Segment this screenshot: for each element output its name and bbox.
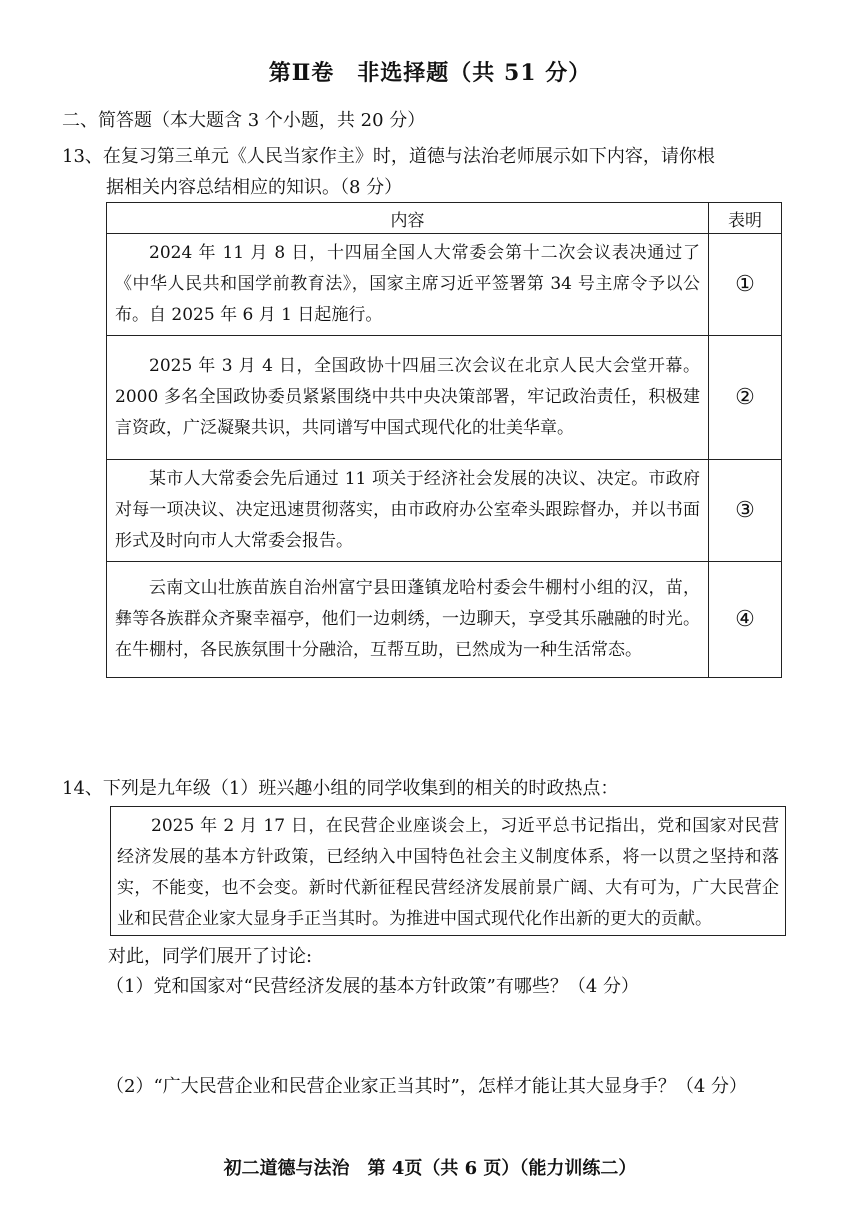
- question-13-prompt-line2: 据相关内容总结相应的知识。（8 分）: [106, 177, 403, 198]
- discussion-intro: 对此，同学们展开了讨论:: [108, 946, 313, 967]
- table-row: [107, 336, 782, 460]
- sub-question-1: （1）党和国家对“民营经济发展的基本方针政策”有哪些？（4 分）: [106, 976, 640, 997]
- part-title: 第Ⅱ卷 非选择题（共 51 分）: [268, 60, 592, 86]
- question-13-table: [106, 202, 782, 678]
- table-cell-mark: ①: [709, 234, 782, 336]
- table-header-row: [107, 203, 782, 234]
- table-cell-content: 云南文山壮族苗族自治州富宁县田蓬镇龙哈村委会牛棚村小组的汉，苗，彝等各族群众齐聚幸福亭，他们一边刺绣，一边聊天，享受其乐融融的时光。在牛棚村，各民族氛围十分融洽，互帮互助，已然成为一种生活常态。: [107, 562, 709, 678]
- page-footer: 初二道德与法治 第 4页（共 6 页）（能力训练二）: [223, 1158, 637, 1179]
- section-heading: 二、简答题（本大题含 3 个小题，共 20 分）: [62, 110, 426, 131]
- table-cell-content: 2024 年 11 月 8 日，十四届全国人大常委会第十二次会议表决通过了《中华人民共和国学前教育法》，国家主席习近平签署第 34 号主席令予以公布。自 2025 年 6 月 1 日起施行。: [107, 234, 709, 336]
- table-cell-mark: ③: [709, 460, 782, 562]
- header-content: 内容: [107, 203, 709, 234]
- table-row: [107, 460, 782, 562]
- table-cell-mark: ②: [709, 336, 782, 460]
- table-row: [107, 562, 782, 678]
- question-13-prompt-line1: 13、在复习第三单元《人民当家作主》时，道德与法治老师展示如下内容，请你根: [62, 146, 715, 167]
- table-row: [107, 234, 782, 336]
- question-14-prompt: 14、下列是九年级（1）班兴趣小组的同学收集到的相关的时政热点：: [62, 778, 619, 799]
- table-cell-content: 某市人大常委会先后通过 11 项关于经济社会发展的决议、决定。市政府对每一项决议、决定迅速贯彻落实，由市政府办公室牵头跟踪督办，并以书面形式及时向市人大常委会报告。: [107, 460, 709, 562]
- table-cell-mark: ④: [709, 562, 782, 678]
- sub-question-2: （2）“广大民营企业和民营企业家正当其时”，怎样才能让其大显身手？（4 分）: [106, 1076, 748, 1097]
- table-cell-content: 2025 年 3 月 4 日，全国政协十四届三次会议在北京人民大会堂开幕。2000 多名全国政协委员紧紧围绕中共中央决策部署，牢记政治责任，积极建言资政，广泛凝聚共识，共同谱写中国式现代化的壮美华章。: [107, 336, 709, 460]
- news-excerpt-box: 2025 年 2 月 17 日，在民营企业座谈会上，习近平总书记指出，党和国家对民营经济发展的基本方针政策，已经纳入中国特色社会主义制度体系，将一以贯之坚持和落实，不能变，也不会变。新时代新征程民营经济发展前景广阔、大有可为，广大民营企业和民营企业家大显身手正当其时。为推进中国式现代化作出新的更大的贡献。: [110, 806, 786, 936]
- header-indicates: 表明: [709, 203, 782, 234]
